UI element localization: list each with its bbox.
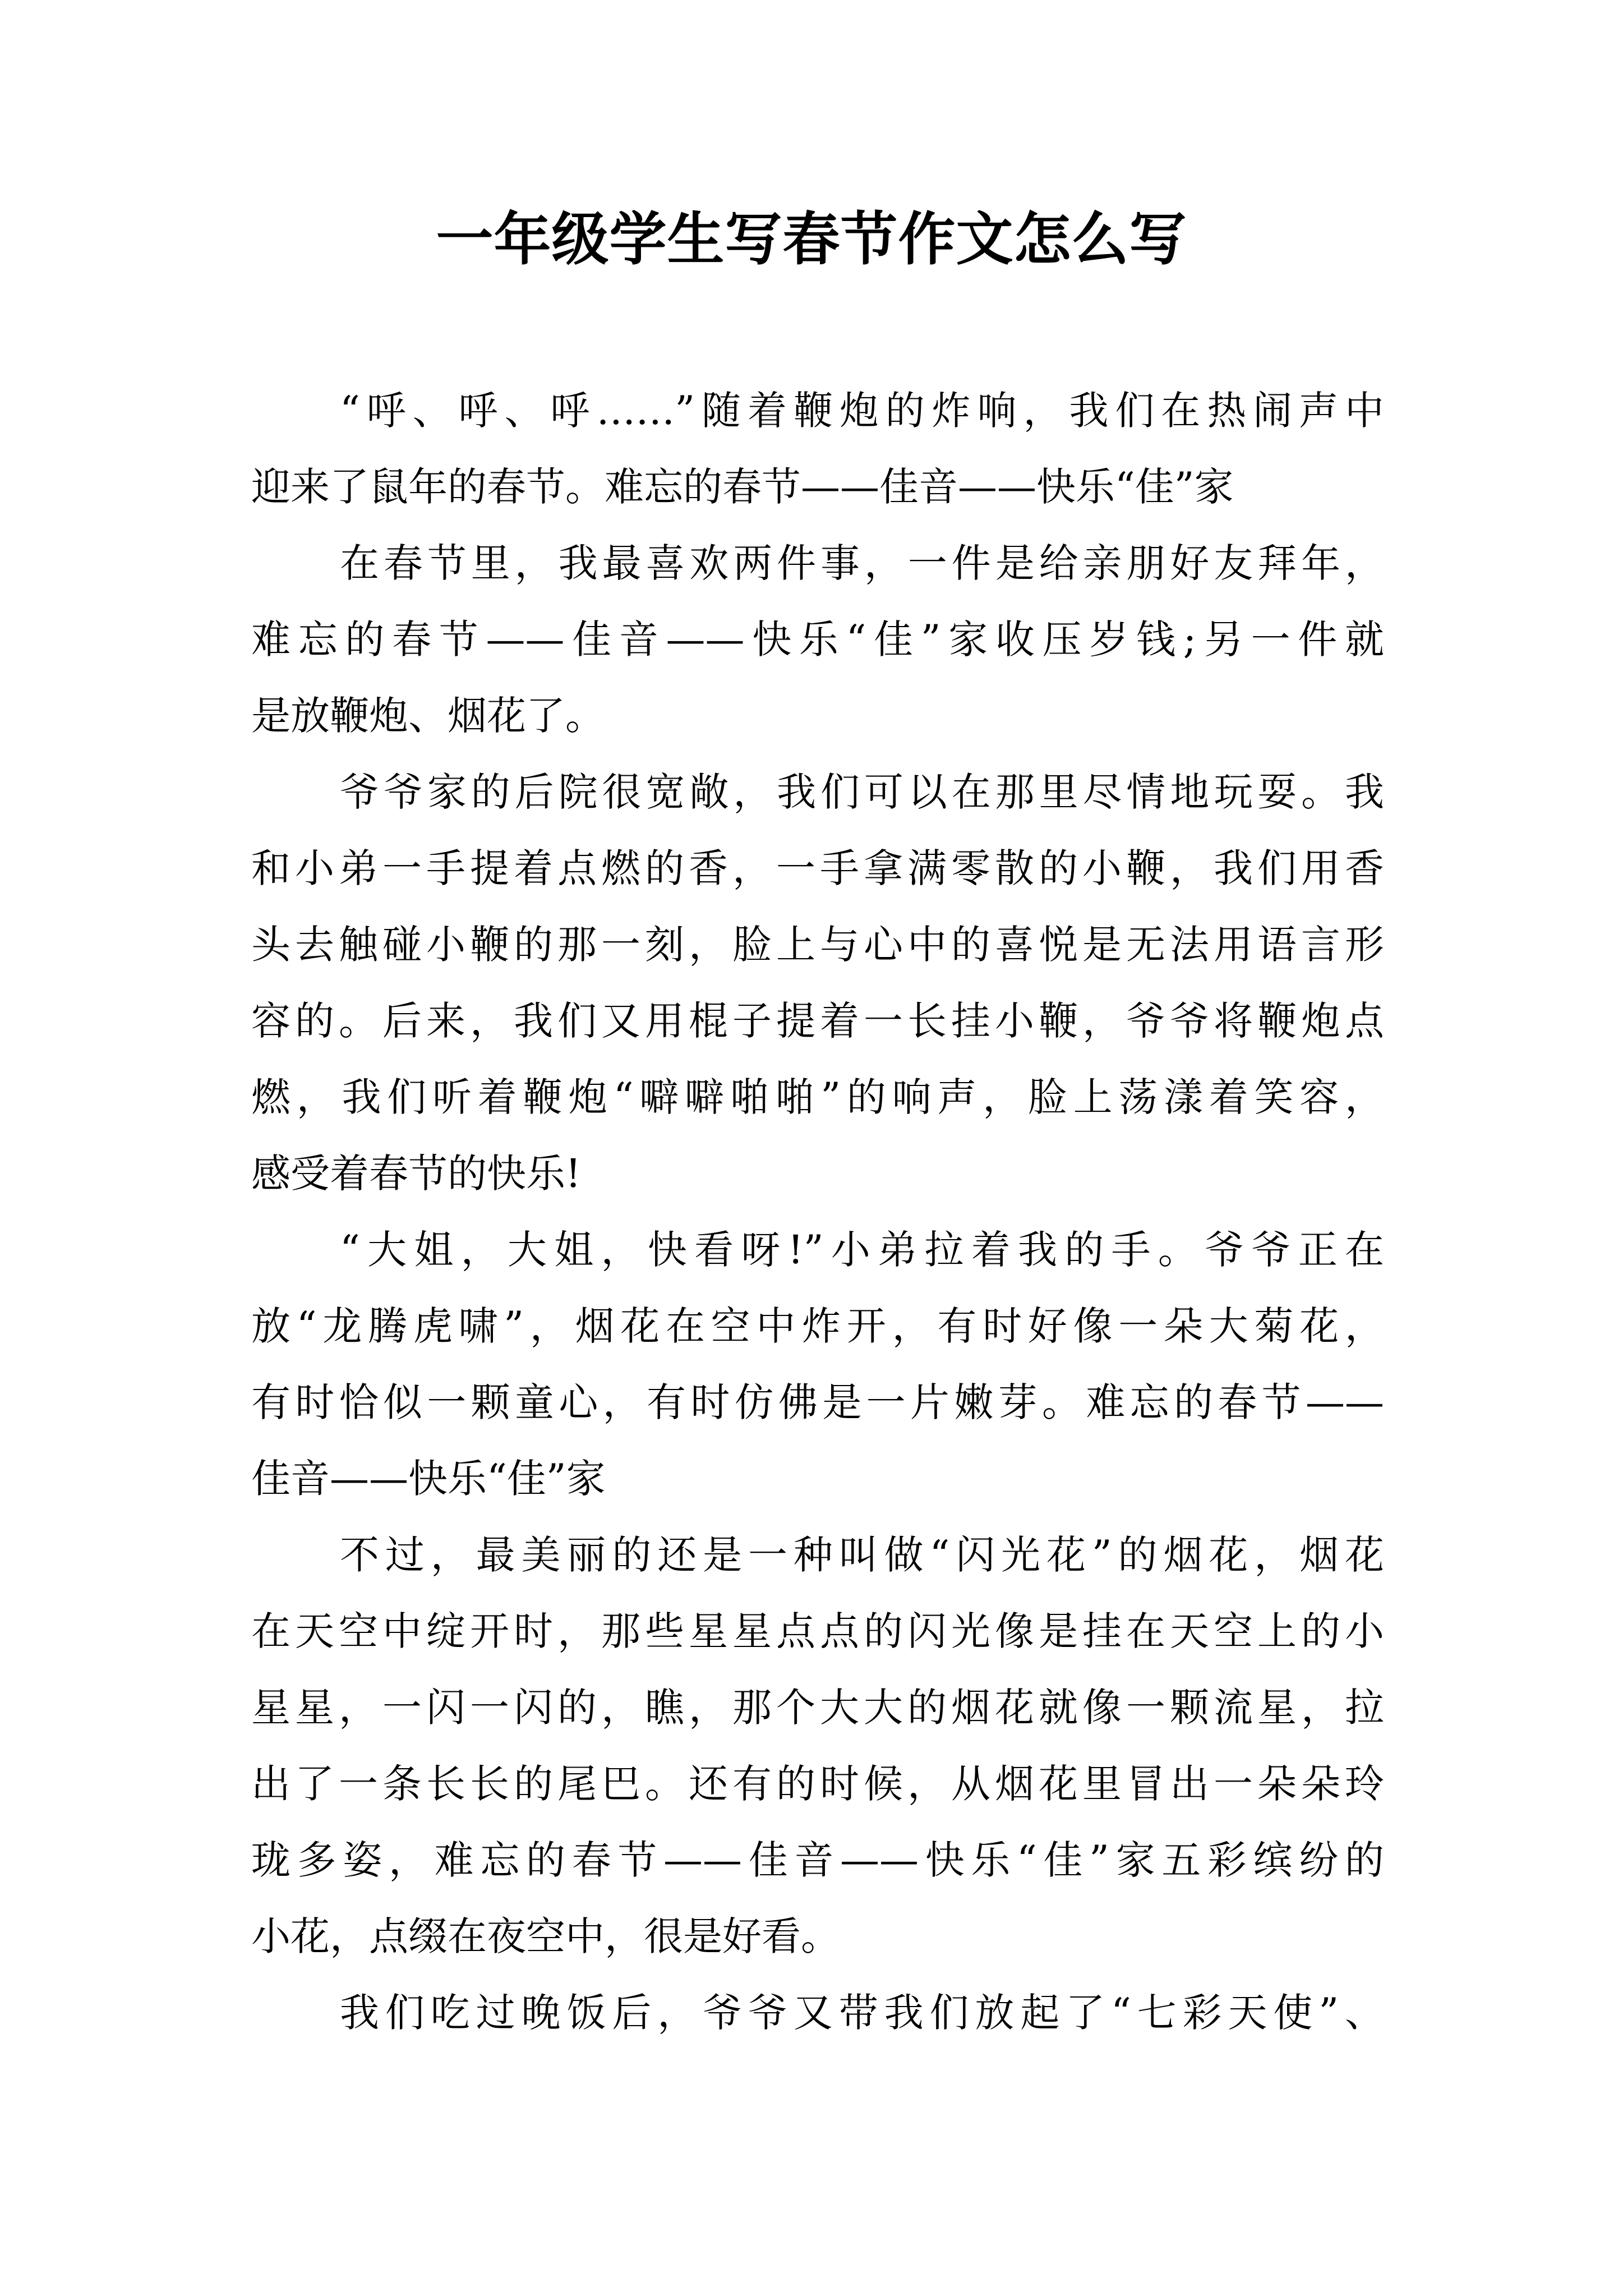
text-line: 星星，一闪一闪的，瞧，那个大大的烟花就像一颗流星，拉 [251, 1685, 1384, 1731]
document-body [251, 372, 1384, 2051]
text-line: 头去触碰小鞭的那一刻，脸上与心中的喜悦是无法用语言形 [251, 922, 1384, 968]
text-line: 有时恰似一颗童心，有时仿佛是一片嫩芽。难忘的春节—— [251, 1379, 1384, 1425]
text-line: “大姐，大姐，快看呀!”小弟拉着我的手。爷爷正在 [340, 1227, 1384, 1273]
text-line: 在天空中绽开时，那些星星点点的闪光像是挂在天空上的小 [251, 1608, 1384, 1654]
text-line: 迎来了鼠年的春节。难忘的春节——佳音——快乐“佳”家 [251, 464, 1234, 510]
text-line: 珑多姿，难忘的春节——佳音——快乐“佳”家五彩缤纷的 [251, 1837, 1384, 1883]
text-line: 出了一条长长的尾巴。还有的时候，从烟花里冒出一朵朵玲 [251, 1761, 1384, 1807]
text-line: 佳音——快乐“佳”家 [251, 1456, 606, 1502]
document-title: 一年级学生写春节作文怎么写 [436, 206, 1187, 273]
text-line: 难忘的春节——佳音——快乐“佳”家收压岁钱;另一件就 [251, 616, 1384, 662]
text-line: 爷爷家的后院很宽敞，我们可以在那里尽情地玩耍。我 [340, 769, 1384, 815]
text-line: 感受着春节的快乐! [251, 1151, 582, 1197]
text-line: 燃，我们听着鞭炮“噼噼啪啪”的响声，脸上荡漾着笑容， [251, 1074, 1384, 1120]
text-line: “呼、呼、呼……”随着鞭炮的炸响，我们在热闹声中 [340, 388, 1384, 434]
text-line: 放“龙腾虎啸”，烟花在空中炸开，有时好像一朵大菊花， [251, 1303, 1384, 1349]
text-line: 容的。后来，我们又用棍子提着一长挂小鞭，爷爷将鞭炮点 [251, 998, 1384, 1044]
text-line: 不过，最美丽的还是一种叫做“闪光花”的烟花，烟花 [340, 1532, 1384, 1578]
text-line: 和小弟一手提着点燃的香，一手拿满零散的小鞭，我们用香 [251, 845, 1384, 891]
text-line: 我们吃过晚饭后，爷爷又带我们放起了“七彩天使”、 [340, 1990, 1384, 2036]
text-line: 是放鞭炮、烟花了。 [251, 693, 605, 739]
text-line: 小花，点缀在夜空中，很是好看。 [251, 1913, 840, 1959]
text-line: 在春节里，我最喜欢两件事，一件是给亲朋好友拜年， [340, 540, 1384, 586]
